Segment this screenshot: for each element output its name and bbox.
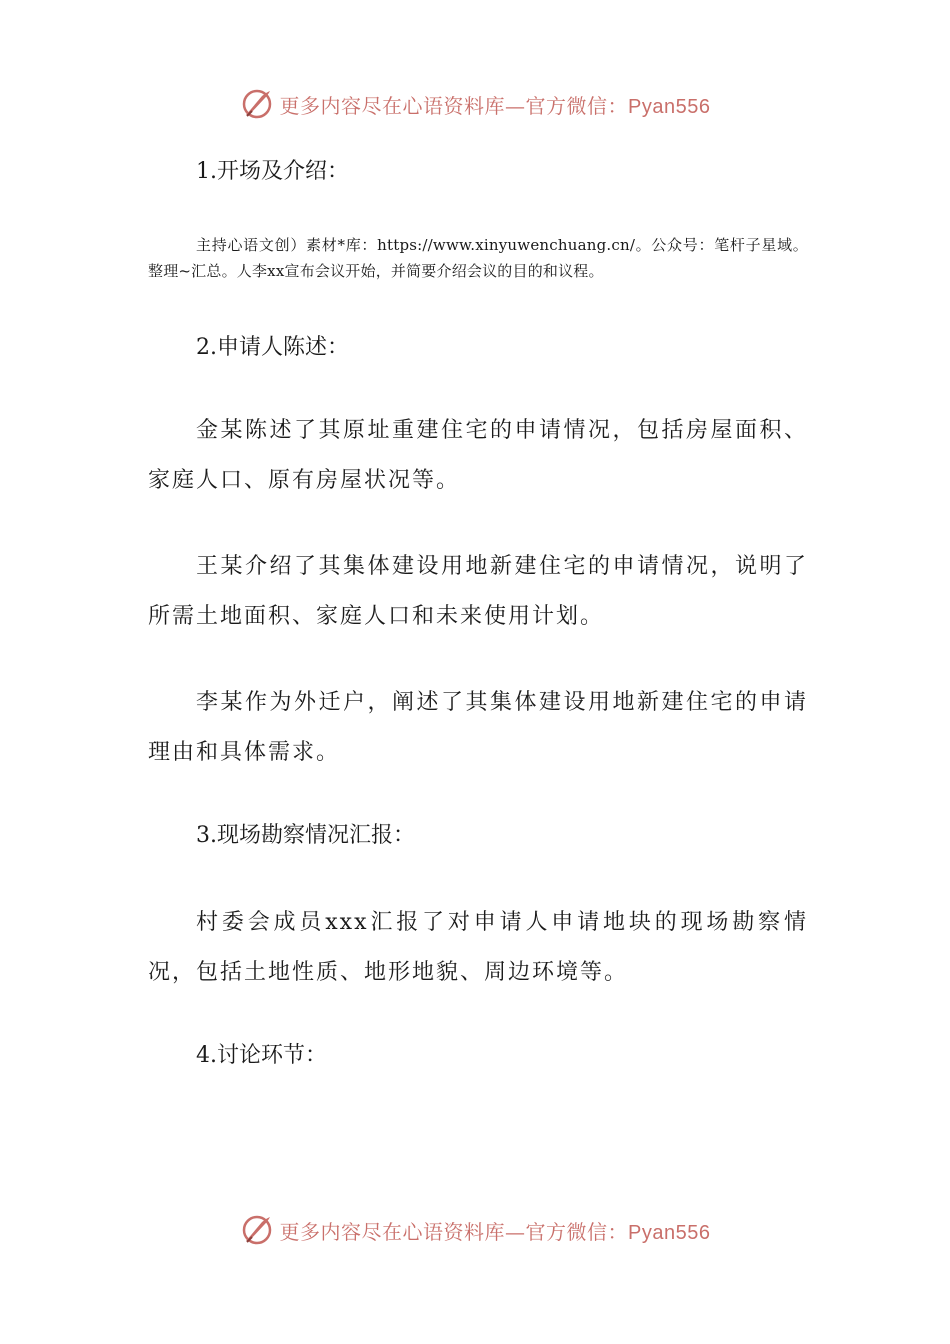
banner-handle: Pyan556 [628, 95, 711, 118]
section-heading-1: 1.开场及介绍： [196, 159, 349, 184]
banner-label: 更多内容尽在心语资料库—官方微信： [279, 93, 629, 118]
document-body [148, 150, 808, 1078]
banner-text [280, 1216, 711, 1245]
footer-banner [0, 1210, 950, 1250]
paragraph-applicant-li: 李某作为外迁户，阐述了其集体建设用地新建住宅的申请理由和具体需求。 [148, 690, 808, 765]
paragraph-applicant-wang: 王某介绍了其集体建设用地新建住宅的申请情况，说明了所需土地面积、家庭人口和未来使用计划。 [148, 554, 808, 629]
section-heading-4: 4.讨论环节： [196, 1043, 327, 1068]
banner-handle: Pyan556 [628, 1221, 711, 1244]
header-banner [0, 84, 950, 124]
banner-label: 更多内容尽在心语资料库—官方微信： [279, 1219, 629, 1244]
intro-paragraph: 主持心语文创）素材*库：https://www.xinyuwenchuang.cn/。公众号：笔杆子星域。整理~汇总。人李xx宣布会议开始，并简要介绍会议的目的和议程。 [148, 236, 808, 280]
quill-pen-circle-icon [240, 1213, 274, 1247]
banner-text [280, 90, 711, 119]
section-heading-3: 3.现场勘察情况汇报： [196, 823, 415, 848]
paragraph-site-survey: 村委会成员xxx汇报了对申请人申请地块的现场勘察情况，包括土地性质、地形地貌、周边环境等。 [148, 910, 808, 985]
paragraph-applicant-jin: 金某陈述了其原址重建住宅的申请情况，包括房屋面积、家庭人口、原有房屋状况等。 [148, 418, 808, 493]
section-heading-2: 2.申请人陈述： [196, 335, 349, 360]
quill-pen-circle-icon [240, 87, 274, 121]
